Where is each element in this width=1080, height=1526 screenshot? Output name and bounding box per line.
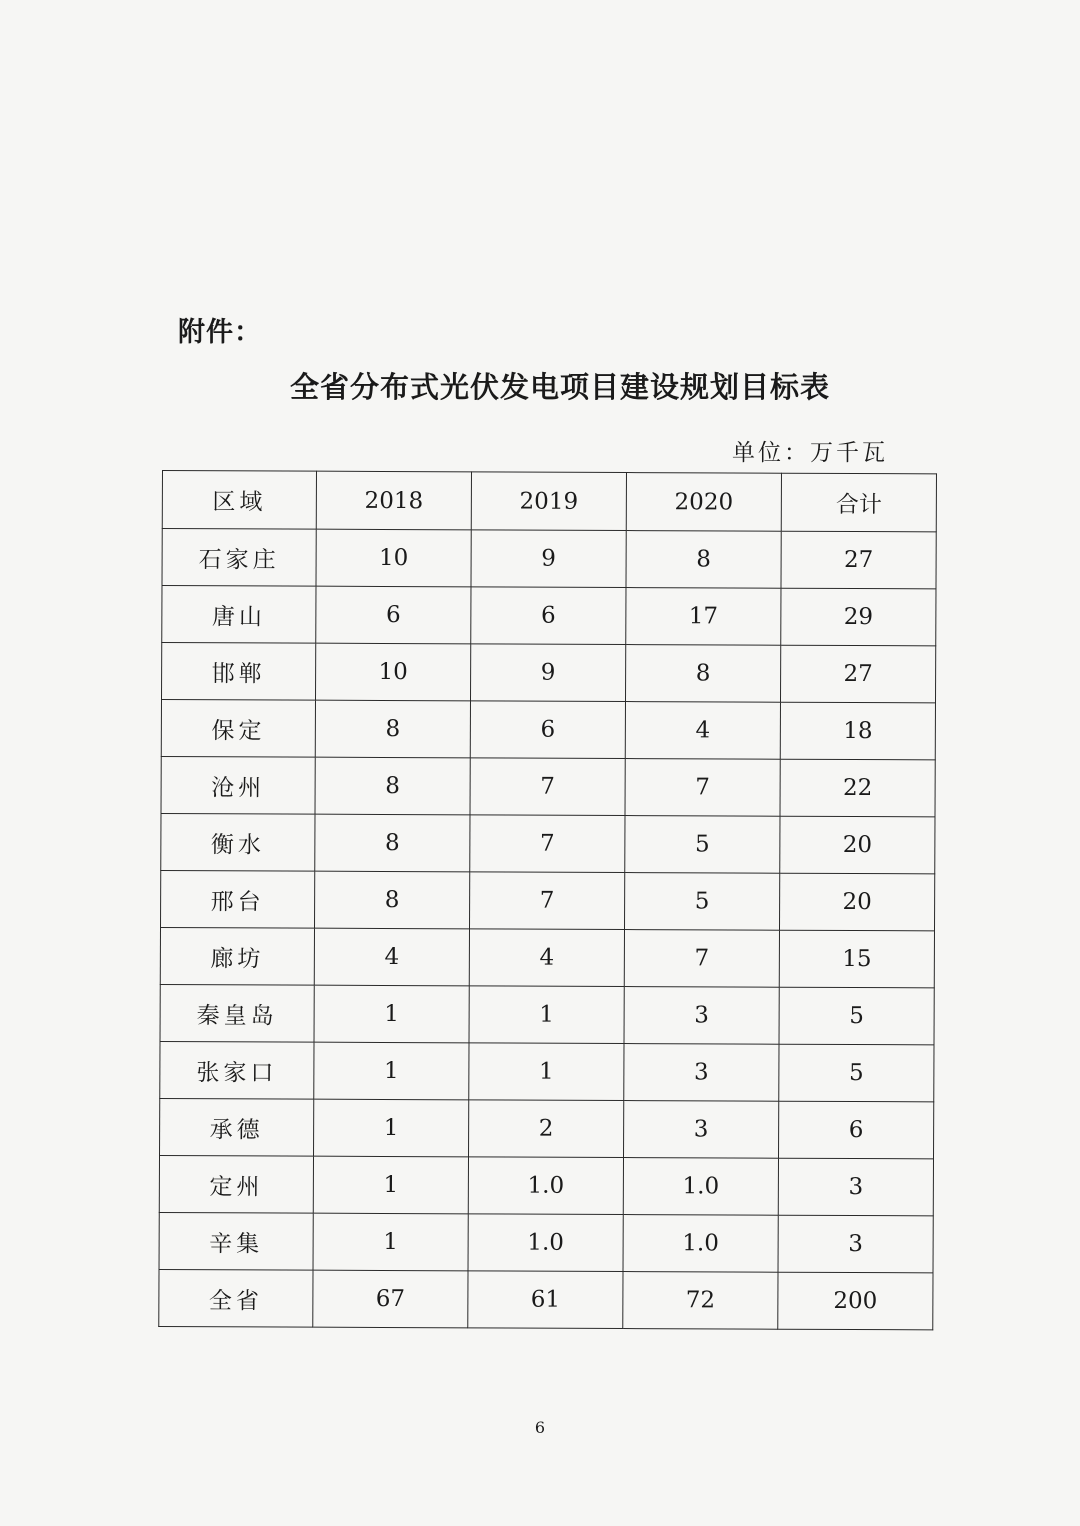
value-cell-2020: 72 xyxy=(623,1272,778,1330)
value-cell-2018: 8 xyxy=(315,757,470,815)
value-cell-total: 20 xyxy=(780,816,935,874)
value-cell-2018: 1 xyxy=(313,1156,468,1214)
table-row xyxy=(160,927,934,987)
document-title: 全省分布式光伏发电项目建设规划目标表 xyxy=(290,370,831,404)
header-cell-2020: 2020 xyxy=(626,473,781,532)
value-cell-total: 6 xyxy=(779,1101,934,1159)
value-cell-2018: 1 xyxy=(313,1213,468,1271)
table-row xyxy=(159,1212,933,1272)
region-cell: 石家庄 xyxy=(162,529,316,587)
value-cell-2020: 8 xyxy=(625,645,780,703)
value-cell-2020: 1.0 xyxy=(623,1158,778,1216)
value-cell-2019: 1 xyxy=(469,1043,624,1101)
value-cell-2020: 1.0 xyxy=(623,1215,778,1273)
region-cell: 保定 xyxy=(161,700,315,758)
value-cell-2020: 7 xyxy=(625,759,780,817)
value-cell-2020: 5 xyxy=(625,816,780,874)
value-cell-2020: 8 xyxy=(626,531,781,589)
value-cell-total: 27 xyxy=(781,531,936,589)
table-row xyxy=(161,756,935,816)
value-cell-2018: 1 xyxy=(314,1042,469,1100)
region-cell: 邯郸 xyxy=(161,643,315,701)
value-cell-2019: 61 xyxy=(468,1271,623,1329)
header-row xyxy=(162,471,936,532)
header-cell-total: 合计 xyxy=(781,473,936,532)
table-row xyxy=(161,870,935,930)
table-row xyxy=(162,529,936,589)
value-cell-total: 20 xyxy=(779,873,934,931)
value-cell-2019: 9 xyxy=(470,644,625,702)
value-cell-total: 5 xyxy=(779,1044,934,1102)
value-cell-2019: 9 xyxy=(471,530,626,588)
region-cell: 衡水 xyxy=(161,813,315,871)
value-cell-total: 200 xyxy=(778,1272,933,1330)
attachment-label: 附件： xyxy=(178,317,262,348)
value-cell-2019: 7 xyxy=(470,758,625,816)
value-cell-2018: 67 xyxy=(313,1270,468,1328)
region-cell: 辛集 xyxy=(159,1212,313,1270)
table-row xyxy=(159,1155,933,1215)
value-cell-total: 22 xyxy=(780,759,935,817)
value-cell-2019: 6 xyxy=(471,587,626,645)
region-cell: 定州 xyxy=(159,1155,313,1213)
value-cell-total: 3 xyxy=(778,1215,933,1273)
region-cell: 邢台 xyxy=(161,870,315,928)
value-cell-2020: 3 xyxy=(624,1101,779,1159)
value-cell-2018: 1 xyxy=(314,1099,469,1157)
target-table xyxy=(158,470,937,1330)
value-cell-2020: 17 xyxy=(626,588,781,646)
value-cell-2018: 1 xyxy=(314,985,469,1043)
region-cell: 全省 xyxy=(159,1269,313,1327)
value-cell-2018: 10 xyxy=(316,529,471,587)
region-cell: 沧州 xyxy=(161,756,315,814)
value-cell-2020: 3 xyxy=(624,987,779,1045)
value-cell-2018: 6 xyxy=(316,586,471,644)
table-row xyxy=(162,586,936,646)
value-cell-total: 18 xyxy=(780,702,935,760)
value-cell-2019: 4 xyxy=(469,929,624,987)
region-cell: 承德 xyxy=(160,1098,314,1156)
value-cell-total: 15 xyxy=(779,930,934,988)
table-row xyxy=(161,813,935,873)
region-cell: 廊坊 xyxy=(160,927,314,985)
value-cell-total: 27 xyxy=(780,645,935,703)
value-cell-total: 5 xyxy=(779,987,934,1045)
header-cell-2019: 2019 xyxy=(471,472,626,531)
table-row xyxy=(161,643,935,703)
value-cell-2019: 6 xyxy=(470,701,625,759)
value-cell-2019: 2 xyxy=(469,1100,624,1158)
value-cell-2018: 4 xyxy=(314,928,469,986)
region-cell: 唐山 xyxy=(162,586,316,644)
value-cell-2019: 7 xyxy=(470,815,625,873)
value-cell-2019: 1 xyxy=(469,986,624,1044)
value-cell-total: 29 xyxy=(781,588,936,646)
value-cell-2018: 8 xyxy=(315,814,470,872)
value-cell-2019: 1.0 xyxy=(468,1214,623,1272)
table-row-total xyxy=(159,1269,933,1329)
table-row xyxy=(160,984,934,1044)
value-cell-2019: 7 xyxy=(470,872,625,930)
table-row xyxy=(160,1041,934,1101)
value-cell-2020: 7 xyxy=(624,930,779,988)
value-cell-2018: 8 xyxy=(315,700,470,758)
value-cell-total: 3 xyxy=(778,1158,933,1216)
value-cell-2019: 1.0 xyxy=(468,1157,623,1215)
header-cell-2018: 2018 xyxy=(316,471,471,530)
value-cell-2020: 4 xyxy=(625,702,780,760)
unit-label: 单位：万千瓦 xyxy=(732,440,888,466)
value-cell-2018: 8 xyxy=(315,871,470,929)
value-cell-2020: 5 xyxy=(624,873,779,931)
table-row xyxy=(161,700,935,760)
header-cell-region: 区域 xyxy=(162,471,316,530)
region-cell: 秦皇岛 xyxy=(160,984,314,1042)
value-cell-2018: 10 xyxy=(315,643,470,701)
page-number: 6 xyxy=(534,1418,546,1437)
value-cell-2020: 3 xyxy=(624,1044,779,1102)
table-row xyxy=(160,1098,934,1158)
region-cell: 张家口 xyxy=(160,1041,314,1099)
